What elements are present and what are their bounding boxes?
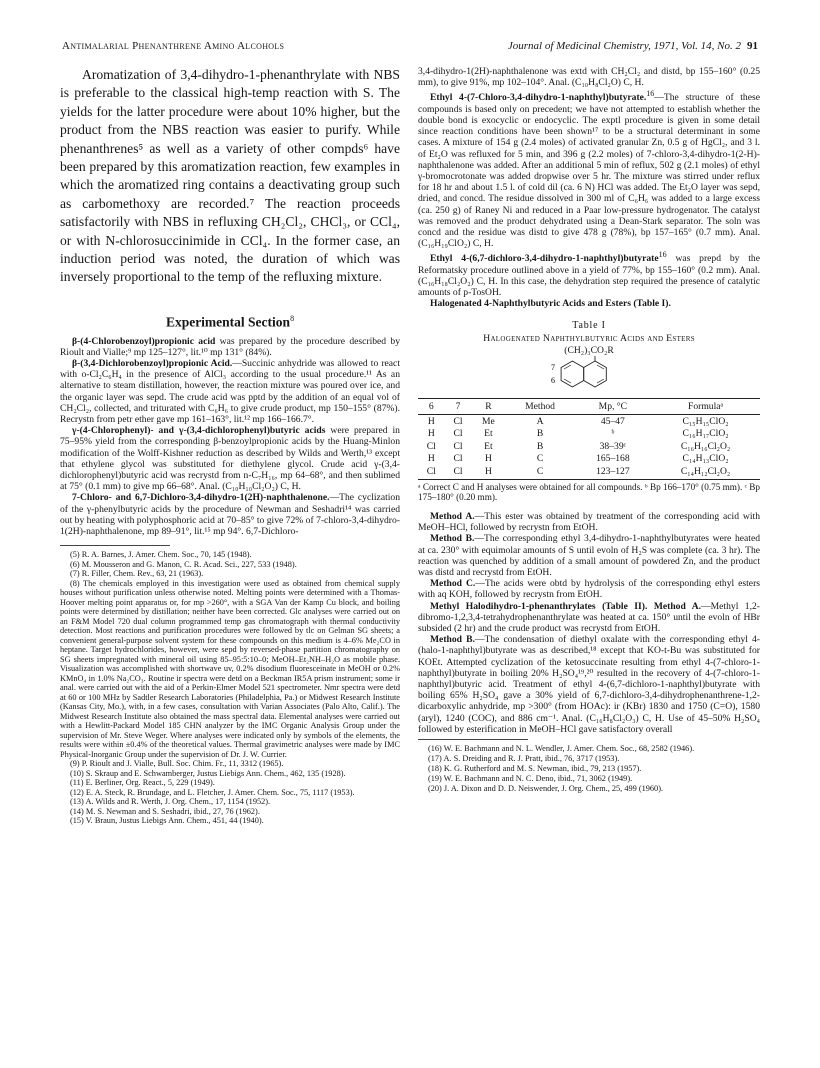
paragraph-body: —The cyclization of the γ-phenylbutyric acids by the procedure of Newman and Seshadri¹⁴ was carried out by heating with polyphosphoric acid at 70–85° to give 72% of 7-chloro-3,4-dihydro-1(2H)-naphthalenone, mp 89–91°, lit.¹⁵ mp 94°. 6,7-Dichloro- — [60, 492, 400, 538]
table-cell: 38–39ᶜ — [599, 440, 627, 452]
method-heading: Method A. — [430, 511, 475, 522]
table-row — [418, 453, 760, 465]
table-cell: 45–47 — [600, 416, 625, 428]
paragraph-body: —The condensation of diethyl oxalate with the corresponding ethyl 4-(halo-1-naphthyl)butyrate was as described,¹⁸ except that KO-t-Bu was substituted for KOEt. Attempted cyclization of the ketosuccinate resulting from ethyl 4-(7-chloro-1-naphthyl)butyrate in boiling 20% H₂SO₄¹⁹,²⁰ resulted in the recovery of 4-(7-chloro-1-naphthyl)butyric acid. Treatment of ethyl 4-(6,7-dichloro-1-naphthyl)butyrate with boiling 65% H₂SO₄ gave a 30% yield of 6,7-dichloro-3,4-dihydrophenanthrene-1,2-dicarboxylic anhydride, mp >300° (from HOAc): ir (KBr) 1830 and 1750 (C=O), 1580 (aryl), 1240 (COC), and 886 cm⁻¹. Anal. (C₁₆H₈Cl₂O₃) C, H. Use of 45–50% H₂SO₄ followed by esterification in MeOH–HCl gave satisfactory overall — [418, 634, 761, 735]
section-title: Experimental Section — [165, 314, 291, 330]
table-cell: C₁₄H₁₂Cl₂O₂ — [651, 465, 760, 479]
table-cell: B — [536, 428, 544, 440]
table-footnotes: ᵃ Correct C and H analyses were obtained for all compounds. ᵇ Bp 166–170° (0.75 mm). ᶜ Bp 175–180° (0.20 mm). — [418, 481, 760, 503]
paragraph-chlorobenzoyl — [60, 336, 400, 358]
footnote: (8) The chemicals employed in this investigation were used as obtained from chemical supply houses without purification unless otherwise noted. Melting points were determined with a Thomas-Hoover melting point apparatus or, for mp >260°, with a SGA Van der Kamp Cu block, and boiling points were determined by distillation; neither have been corrected. Glc analyses were carried out on an F&M Model 720 dual column programmed temp gas chromatograph with thermal conductivity detection. Most reactions and purification procedures were followed by tlc on Gelman SG sheets; a convenient general-purpose solvent system for these compounds on this medium is 4–6% Me₂CO in heptane. Target hydrochlorides, however, were sepd by reversed-phase partition chromatography on SG sheets impregnated with mineral oil using 85–95:5:10–0; MeOH–Et₂NH–H₂O as mobile phase. Visualization was accomplished with shortwave uv, 0.2% disodium fluoresceinate in MeOH or 0.2% KMnO₄ in 1.0% Na₂CO₃. Routine ir spectra were detd on a Beckman IR5A prism instrument; some ir anal. were carried out with the aid of a Perkin-Elmer Model 521 spectrometer. Nmr spectra were detd at 60 or 100 MHz by Sadtler Research Laboratories (Philadelphia, Pa.) or Midwest Research Institute (Kansas City, Mo.), with, in a few cases, consultation with Varian Associates (Palo Alto, Calif.). The Midwest Research Institute also obtained the mass spectral data. Elemental analyses were carried out with a Hewlitt-Packard Model 185 CHN analyzer by the IMC Organic Analysis Group under the supervision of Mr. Steve Weger. Where analyses were indicated only by symbols of the elements, the results were within ±0.4% of the theoretical values. Thermal gravimetric analyses were made by IMC Physical-Inorganic Group under the supervision of Dr. J. W. Currier. — [60, 578, 400, 759]
right-footnotes — [418, 739, 760, 794]
table-cell: Cl — [418, 465, 445, 479]
footnotes — [60, 545, 400, 826]
column-header: Method — [506, 399, 575, 415]
table-cell: Cl — [453, 416, 463, 428]
column-header: 7 — [445, 399, 472, 415]
paragraph-body: was prepared by the procedure described by Rioult and Vialle;⁹ mp 125–127°, lit.¹⁰ mp 131° (84%). — [60, 335, 400, 358]
table-cell: Et — [484, 440, 493, 452]
table-cell: H — [427, 428, 435, 440]
journal-citation: Journal of Medicinal Chemistry, 1971, Vol. 14, No. 2 — [507, 40, 741, 52]
footnote-mark: 16 — [646, 89, 655, 99]
intro-paragraph: Aromatization of 3,4-dihydro-1-phenanthrylate with NBS is preferable to the classical high-temp reaction with S. The yields for the latter procedure were about 10% higher, but the product from the NBS reaction was easier to purify. While phenanthrenes⁵ as well as a variety of other compds⁶ have been prepared by this aromatization reaction, few examples in which the aromatized ring contains a deactivating group such as carbomethoxy are recorded.⁷ The reaction proceeds satisfactorily with NBS in refluxing CH₂Cl₂, CHCl₃, or CCl₄, or with N-chlorosuccinimide in CCl₄. In the former case, an induction period was noted, the duration of which was inversely proportional to the temp of the refluxing mixture. — [60, 67, 400, 285]
table-cell: C₁₄H₁₃ClO₂ — [682, 453, 729, 465]
table-cell: C₁₆H₁₆Cl₂O₂ — [680, 440, 731, 452]
table-row — [418, 440, 760, 452]
paragraph-body: were prepared in 75–95% yield from the corresponding β-benzoylpropionic acids by the Huang-Minlon modification of the Wolff-Kishner reduction as described by Wilds and Werth,¹³ except that ethylene glycol was substituted for diethylene glycol. Crude acid γ-(3,4-dichlorophenyl)butyric acid was recrystd from n-C₇H₁₆, mp 64–68°, and then sublimed at 75° (0.1 mm) to give mp 66–68°. Anal. (C₁₀H₁₀Cl₂O₂) C, H. — [60, 425, 400, 493]
footnote-rule — [60, 545, 170, 546]
footnote: (20) J. A. Dixon and D. D. Neiswender, J. Org. Chem., 25, 499 (1960). — [428, 783, 664, 793]
compound-heading: γ-(4-Chlorophenyl)- and γ-(3,4-dichlorophenyl)butyric acids — [72, 425, 326, 437]
footnote: (6) M. Mousseron and G. Manon, C. R. Acad. Sci., 227, 533 (1948). — [70, 559, 297, 569]
footnote: (16) W. E. Bachmann and N. L. Wendler, J. Amer. Chem. Soc., 68, 2582 (1946). — [428, 744, 695, 754]
paragraph-phenanthrylates-method-a — [418, 601, 760, 635]
section-footnote-mark: 8 — [290, 313, 295, 323]
paragraph-table-heading — [418, 298, 760, 309]
column-header: Formulaᵃ — [651, 399, 760, 415]
paragraph-body: —Methyl 1,2-dibromo-1,2,3,4-tetrahydrophenanthrylate was heated at ca. 150° until the evoln of HBr subsided (2 hr) and the crude product was recrystd from EtOH. — [418, 600, 760, 635]
paragraph-body: was prepd by the Reformatsky procedure outlined above in a yield of 77%, bp 155–160° (0.2 mm). Anal. (C₁₆H₁₈Cl₂O₂) C, H. In this case, the dehydration step required the presence of catalytic amounts of p-TosOH. — [418, 253, 760, 299]
table-cell: 123–127 — [575, 465, 652, 479]
table-cell: H — [471, 465, 505, 479]
compound-heading: β-(4-Chlorobenzoyl)propionic acid — [72, 335, 216, 347]
paragraph-body: —The corresponding ethyl 3,4-dihydro-1-naphthylbutyrates were heated at ca. 230° with equimolar amounts of S until evoln of H₂S was complete (ca. 3 hr). The reaction was quenched by addition of a small amount of powdered Zn, and the product was distd and recrystd from EtOH. — [418, 533, 761, 579]
paragraph-body: —This ester was obtained by treatment of the corresponding acid with MeOH–HCl, followed by recrystn from EtOH. — [418, 511, 760, 534]
table-row — [418, 465, 760, 479]
footnote: (18) K. G. Rutherford and M. S. Newman, ibid., 79, 213 (1957). — [428, 763, 642, 773]
table-row — [418, 428, 760, 440]
compound-heading: β-(3,4-Dichlorobenzoyl)propionic Acid. — [72, 357, 233, 369]
compound-heading: 7-Chloro- and 6,7-Dichloro-3,4-dihydro-1(2H)-naphthalenone. — [72, 492, 330, 504]
table-cell: A — [536, 416, 544, 428]
running-head-journal — [508, 40, 758, 52]
table-cell: C₁₅H₁₅ClO₂ — [682, 416, 729, 428]
column-header: R — [471, 399, 505, 415]
table-cell: Cl — [445, 465, 472, 479]
footnote-mark: 16 — [658, 250, 667, 260]
table-title: Halogenated Naphthylbutyric Acids and Esters — [483, 332, 695, 344]
compound-heading: Ethyl 4-(7-Chloro-3,4-dihydro-1-naphthyl)butyrate. — [430, 92, 647, 104]
table-cell: Cl — [453, 428, 463, 440]
table-i — [418, 320, 760, 503]
table-cell: H — [427, 453, 435, 465]
footnote: (19) W. E. Bachmann and N. C. Deno, ibid., 71, 3062 (1949). — [428, 773, 633, 783]
footnote: (5) R. A. Barnes, J. Amer. Chem. Soc., 70, 145 (1948). — [70, 550, 252, 560]
footnote: (12) E. A. Steck, R. Brundage, and L. Fletcher, J. Amer. Chem. Soc., 75, 1117 (1953). — [70, 787, 355, 797]
paragraph-body: —The structure of these compounds is based only on precedent; we have not attempted to establish whether the double bond is exocyclic or endocyclic. The exptl procedure is given in some detail since reaction conditions have been shown¹⁷ to be a structural determinant in some cases. A mixture of 154 g (2.4 moles) of activated granular Zn, 0.5 g of HgCl₂, and 3 l. of Et₂O was refluxed for 5 min, and 396 g (2.2 moles) of 7-chloro-3,4-dihydro-1(2-H)-naphthalenone was added. After an additional 5 min of reflux, 502 g (2.1 moles) of ethyl γ-bromocrotonate was added dropwise over 5 hr. The mixture was stirred under reflux for 18 hr and about 1.5 l. of cold dil (ca. 6 N) HCl was added. The Et₂O layer was sepd, dried, and concd. The residue dissolved in 300 ml of C₆H₆ was added to a large excess (ca. 250 g) of Raney Ni and reduced in a Paar low-pressure hydrogenator. The catalyst was removed and the product dehydrated using a Dean-Stark separator. The soln was concd and the residue was distd to give 478 g (78%), bp 157–165° (0.7 mm). Anal. (C₁₆H₁₉ClO₂) C, H. — [418, 92, 760, 250]
table-header-row — [418, 399, 760, 415]
method-heading: Method B. — [430, 533, 475, 545]
position-6-label: 6 — [551, 376, 555, 386]
data-table — [418, 398, 760, 480]
substituent-formula: (CH₂)₃CO₂R — [564, 345, 614, 357]
paragraph-phenanthrylates-method-b — [418, 634, 760, 735]
footnote: (13) A. Wilds and R. Werth, J. Org. Chem., 17, 1154 (1952). — [70, 797, 271, 807]
footnote-rule — [418, 739, 528, 740]
table-cell: B — [536, 440, 544, 452]
footnote: (10) S. Skraup and E. Schwamberger, Justus Liebigs Ann. Chem., 462, 135 (1928). — [70, 768, 346, 778]
compound-heading: Halogenated 4-Naphthylbutyric Acids and Esters (Table I). — [430, 298, 671, 310]
paragraph-body: —The acids were obtd by hydrolysis of the corresponding ethyl esters with aq KOH, followed by recrystn from EtOH. — [418, 578, 760, 601]
table-cell: C₁₆H₁₇ClO₂ — [682, 428, 729, 440]
footnote: (17) A. S. Dreiding and R. J. Pratt, ibid., 76, 3717 (1953). — [428, 753, 620, 763]
compound-heading: Ethyl 4-(6,7-dichloro-3,4-dihydro-1-naphthyl)butyrate — [430, 253, 659, 265]
paragraph-method-a — [418, 511, 760, 533]
running-head-title: Antimalarial Phenanthrene Amino Alcohols — [62, 40, 285, 52]
table-cell: C — [506, 465, 575, 479]
left-column — [60, 66, 400, 826]
table-cell: Et — [484, 428, 493, 440]
table-cell: H — [427, 416, 435, 428]
table-cell: Cl — [453, 440, 463, 452]
footnote: (7) R. Filler, Chem. Rev., 63, 21 (1963). — [70, 569, 204, 579]
paragraph-method-b — [418, 533, 760, 578]
table-cell: ᵇ — [611, 428, 615, 440]
table-cell: H — [484, 453, 492, 465]
right-column — [418, 66, 760, 794]
footnote: (11) E. Berliner, Org. React., 5, 229 (1949). — [70, 778, 215, 788]
table-cell: Cl — [453, 453, 463, 465]
table-cell: 165–168 — [596, 453, 630, 465]
footnote: (15) V. Braun, Justus Liebigs Ann. Chem., 451, 44 (1940). — [70, 816, 264, 826]
paragraph-butyric-acids — [60, 425, 400, 492]
paragraph-method-c — [418, 578, 760, 600]
table-cell: Me — [482, 416, 495, 428]
page-number: 91 — [747, 40, 758, 52]
table-caption: Table I — [572, 319, 606, 331]
paragraph-naphthalenone — [60, 492, 400, 537]
paragraph-ethyl-chloro — [418, 88, 760, 249]
naphthalene-structure — [529, 356, 649, 396]
column-header: Mp, °C — [575, 399, 652, 415]
table-cell: Cl — [426, 440, 436, 452]
table-cell: C — [536, 453, 544, 465]
paragraph-body: —Succinic anhydride was allowed to react with o-Cl₂C₆H₄ in the presence of AlCl₃ according to the usual procedure.¹¹ As an alternative to steam distillation, however, the reaction mixture was poured over ice, and the organic layer was sepd. The crude acid was pptd by the addition of an equal vol of CH₂Cl₂, collected, and triturated with C₆H₆ to give crude product, mp 150–155° (87%). Recrystn from petr ether gave mp 161–163°, lit.¹² mp 166–166.7°. — [60, 357, 400, 425]
paragraph-ethyl-dichloro — [418, 249, 760, 298]
section-heading — [60, 313, 400, 328]
paragraph-continuation: 3,4-dihydro-1(2H)-naphthalenone was extd with CH₂Cl₂ and distd, bp 155–160° (0.25 mm), to give 91%, mp 102–104°. Anal. (C₁₀H₈Cl₂O) C, H. — [418, 66, 760, 89]
footnote: (9) P. Rioult and J. Vialle, Bull. Soc. Chim. Fr., 11, 3312 (1965). — [70, 759, 284, 769]
position-7-label: 7 — [551, 363, 555, 373]
method-heading: Method C. — [430, 578, 476, 590]
table-row — [418, 415, 760, 428]
footnote: (14) M. S. Newman and S. Seshadri, ibid., 27, 76 (1962). — [70, 806, 260, 816]
paragraph-dichlorobenzoyl — [60, 358, 400, 425]
method-heading: Method B. — [430, 634, 475, 646]
method-heading: Methyl Halodihydro-1-phenanthrylates (Table II). Method A. — [430, 600, 702, 612]
column-header: 6 — [418, 399, 445, 415]
running-head — [62, 40, 758, 52]
